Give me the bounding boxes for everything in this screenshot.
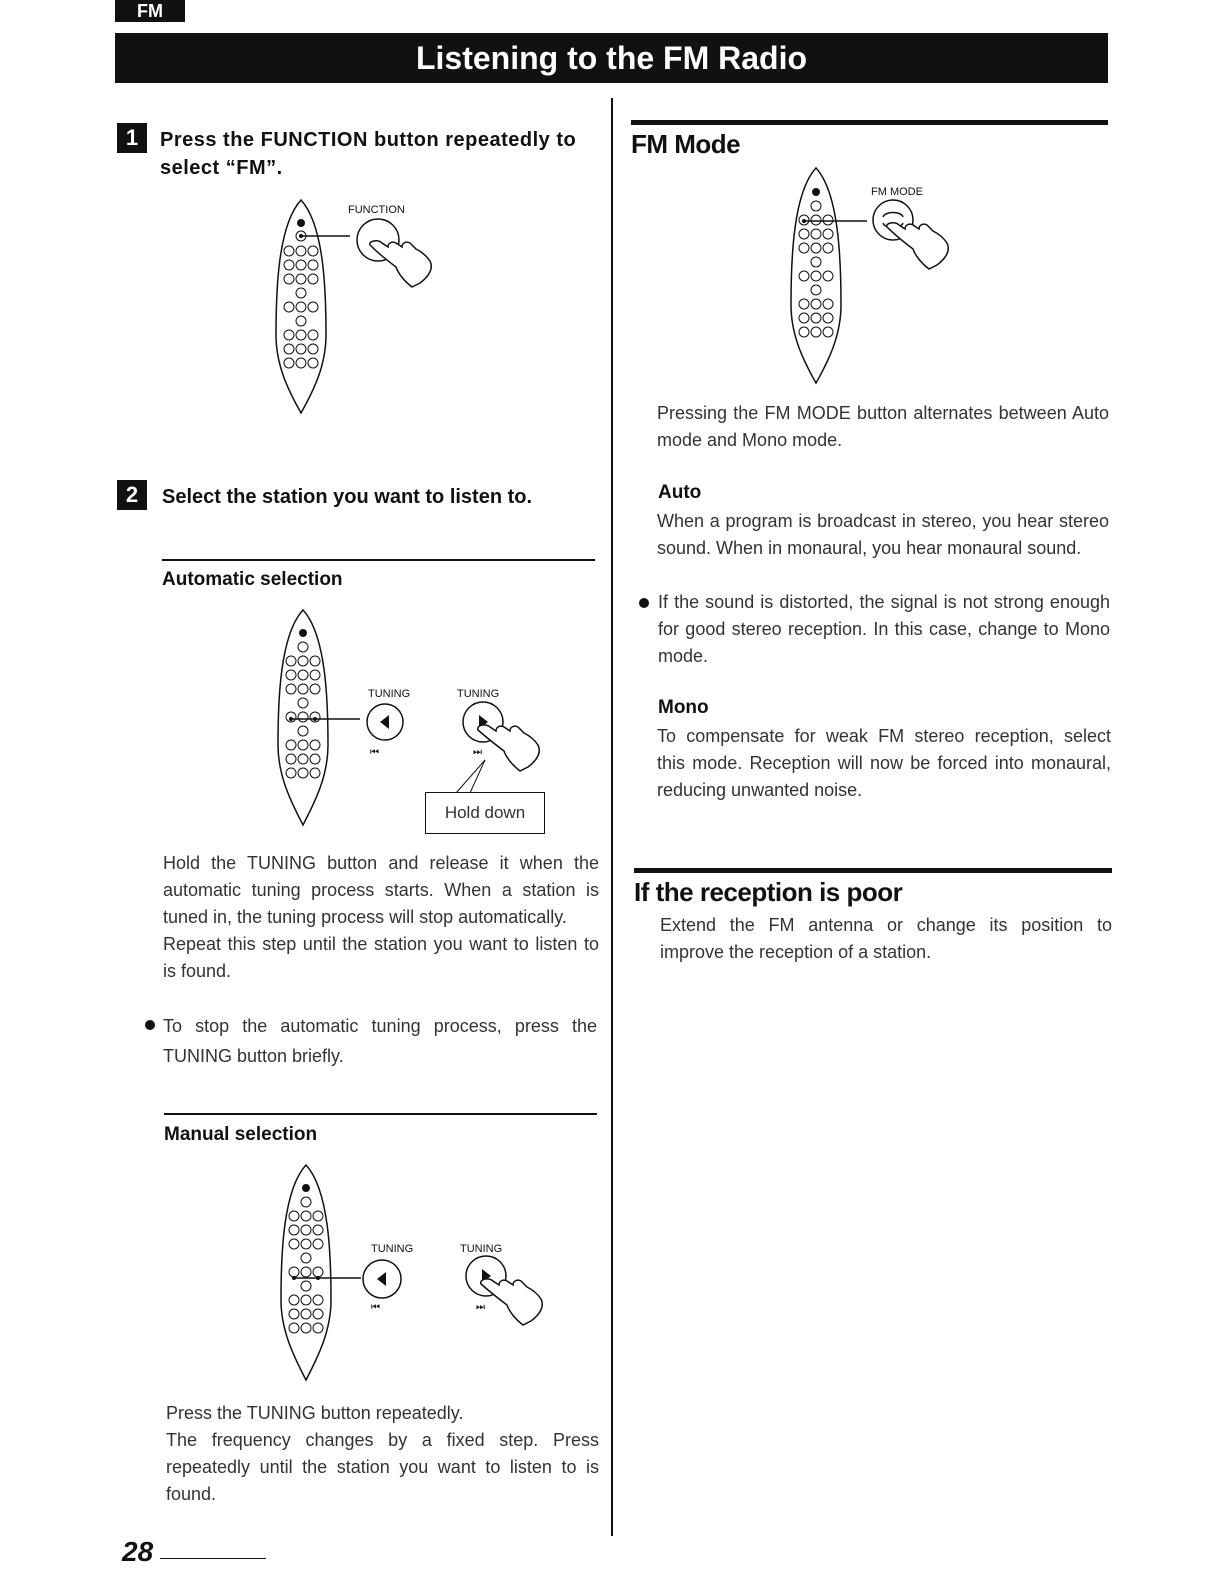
remote-control-icon [276, 200, 350, 413]
text-line: The frequency changes by a fixed step. Press [166, 1430, 599, 1450]
text-line: for good stereo reception. In this case, change to Mono [658, 619, 1110, 639]
page-number: 28 [122, 1536, 154, 1567]
fm-mode-heading: FM Mode [631, 129, 741, 159]
page-number-rule [160, 1558, 266, 1559]
text-line: mode. [658, 646, 709, 666]
text-line: TUNING button briefly. [163, 1046, 344, 1066]
text-line: Extend the FM antenna or change its position to [660, 915, 1112, 935]
remote-control-icon [278, 610, 360, 825]
auto-description [657, 508, 1109, 562]
hand-press-icon [481, 1279, 543, 1325]
fm-mode-bullet-note [658, 589, 1110, 670]
hold-down-callout: Hold down [425, 792, 545, 834]
text-line: Hold the TUNING button and release it when the [163, 853, 599, 873]
skip-back-icon: ⏮ [371, 1302, 380, 1313]
fm-mode-label: FM MODE [871, 186, 923, 198]
remote-tuning-press-illustration [273, 1160, 573, 1385]
text-line: automatic tuning process starts. When a station is [163, 880, 599, 900]
skip-back-icon: ⏮ [370, 747, 379, 758]
remote-control-icon [281, 1165, 361, 1380]
text-line: sound. When in monaural, you hear monaural sound. [657, 538, 1082, 558]
hand-press-icon [478, 725, 540, 771]
text-line: this mode. Reception will now be forced into monaural, [657, 753, 1111, 773]
automatic-instructions [163, 850, 599, 985]
text-line: tuned in, the tuning process will stop automatically. [163, 907, 567, 927]
text-line: Press the TUNING button repeatedly. [166, 1403, 464, 1423]
text-line: Pressing the FM MODE button alternates between Auto [657, 403, 1109, 423]
text-line: repeatedly until the station you want to listen to is [166, 1457, 599, 1477]
bullet-icon [639, 598, 649, 608]
skip-forward-icon: ⏭ [473, 747, 482, 758]
reception-description [660, 912, 1112, 966]
manual-rule [164, 1113, 597, 1115]
text-line: improve the reception of a station. [660, 942, 932, 962]
fm-mode-rule [631, 120, 1108, 125]
step-2-instruction: Select the station you want to listen to. [162, 486, 533, 508]
remote-control-icon [791, 168, 867, 383]
bullet-icon [145, 1020, 155, 1030]
text-line: reducing unwanted noise. [657, 780, 863, 800]
hand-press-icon [370, 241, 432, 287]
automatic-bullet-note [163, 1011, 597, 1071]
text-line: is found. [163, 961, 232, 981]
section-tag: FM [115, 0, 185, 22]
remote-fm-mode-illustration [785, 165, 965, 390]
text-line: When a program is broadcast in stereo, you hear stereo [657, 511, 1109, 531]
mono-description [657, 723, 1111, 804]
manual-selection-heading: Manual selection [164, 1124, 318, 1145]
skip-forward-icon: ⏭ [476, 1302, 485, 1313]
fm-mode-intro [657, 400, 1109, 454]
tuning-left-label: TUNING [371, 1243, 414, 1255]
text-line: To stop the automatic tuning process, press the [163, 1016, 597, 1036]
text-line: found. [166, 1484, 217, 1504]
manual-instructions [166, 1400, 599, 1508]
step-number-2: 2 [117, 480, 147, 510]
reception-heading: If the reception is poor [634, 877, 903, 907]
tuning-right-label: TUNING [460, 1243, 503, 1255]
text-line: If the sound is distorted, the signal is not strong enough [658, 592, 1110, 612]
step-number-1: 1 [117, 123, 147, 153]
tuning-left-label: TUNING [368, 688, 411, 700]
text-line: Repeat this step until the station you want to listen to [163, 934, 599, 954]
page-title: Listening to the FM Radio [115, 33, 1108, 83]
auto-heading: Auto [658, 482, 702, 503]
automatic-selection-heading: Automatic selection [162, 569, 343, 590]
text-line: mode and Mono mode. [657, 430, 843, 450]
automatic-rule [162, 559, 595, 561]
step-1-instruction: Press the FUNCTION button repeatedly to select “FM”. [160, 129, 577, 179]
reception-rule [634, 868, 1112, 873]
tuning-right-label: TUNING [457, 688, 500, 700]
column-divider [611, 98, 613, 1536]
function-label: FUNCTION [348, 204, 405, 216]
hand-press-icon [887, 223, 949, 269]
text-line: To compensate for weak FM stereo reception, select [657, 726, 1111, 746]
mono-heading: Mono [658, 697, 709, 718]
remote-function-illustration [270, 195, 450, 420]
